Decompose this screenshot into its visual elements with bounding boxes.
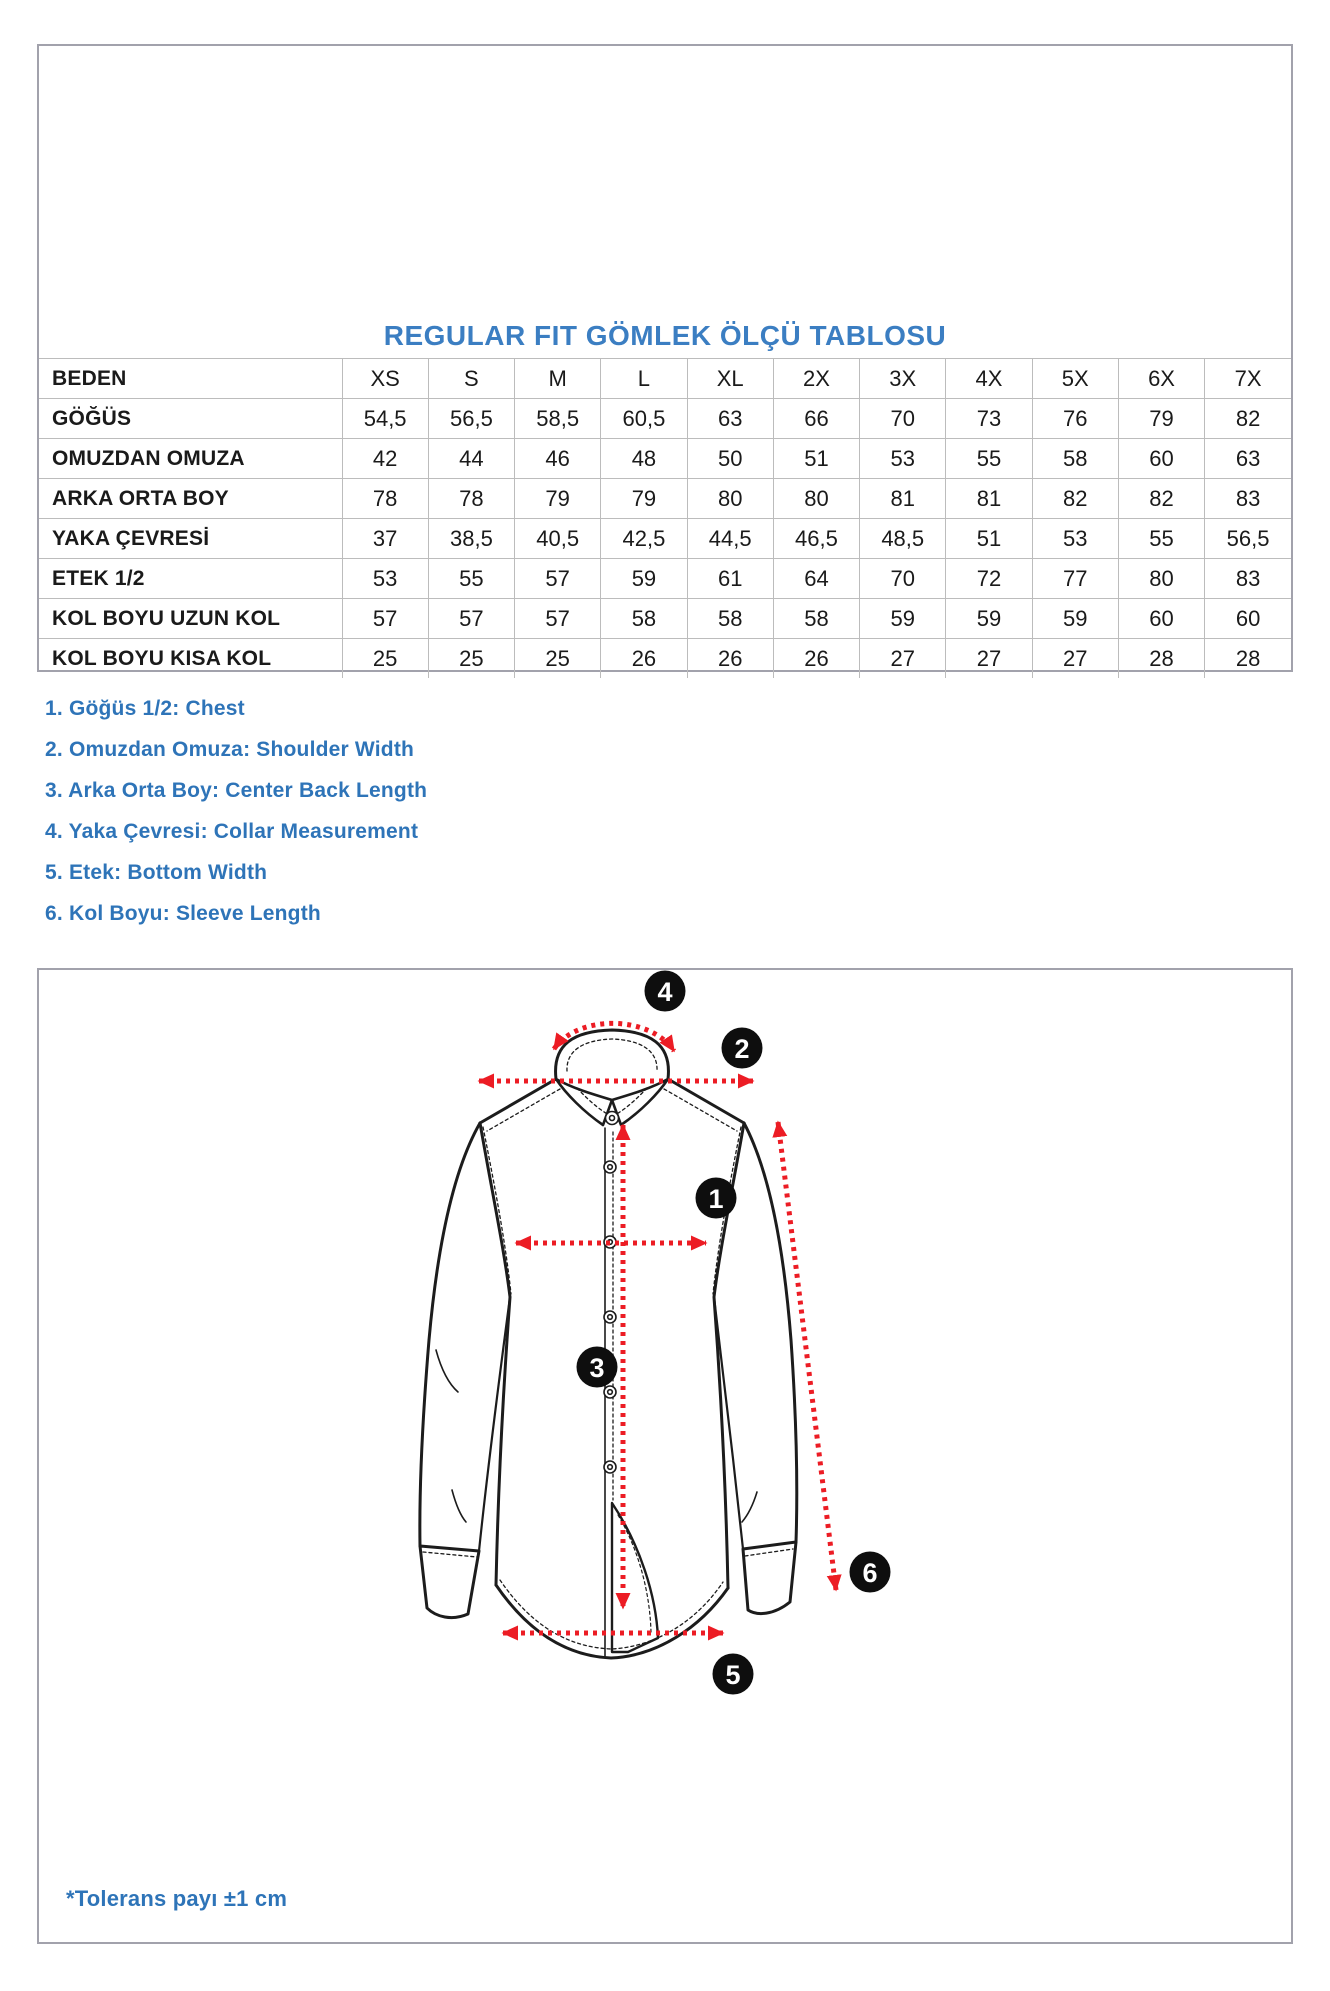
legend-item-5: 5. Etek: Bottom Width xyxy=(45,861,268,884)
measurement-label: ETEK 1/2 xyxy=(39,559,342,599)
measurement-value: 73 xyxy=(946,399,1032,439)
measurement-value: 55 xyxy=(428,559,514,599)
measurement-value: 28 xyxy=(1205,639,1291,679)
measurement-value: 61 xyxy=(687,559,773,599)
measurement-value: 40,5 xyxy=(515,519,601,559)
measurement-value: 42 xyxy=(342,439,428,479)
measurement-legend xyxy=(45,688,427,934)
measurement-label: KOL BOYU KISA KOL xyxy=(39,639,342,679)
measurement-value: 53 xyxy=(342,559,428,599)
legend-item-2: 2. Omuzdan Omuza: Shoulder Width xyxy=(45,738,415,761)
shirt-measurement-diagram xyxy=(390,950,1010,1700)
measurement-value: 27 xyxy=(1032,639,1118,679)
measurement-value: 57 xyxy=(428,599,514,639)
measurement-value: 27 xyxy=(860,639,946,679)
svg-text:6: 6 xyxy=(862,1558,878,1588)
measurement-value: 59 xyxy=(1032,599,1118,639)
table-header-row xyxy=(39,359,1291,399)
sleeve-length-arrow xyxy=(778,1122,836,1590)
table-title-row xyxy=(39,313,1291,359)
measurement-label: YAKA ÇEVRESİ xyxy=(39,519,342,559)
measurement-value: 27 xyxy=(946,639,1032,679)
measurement-value: 83 xyxy=(1205,559,1291,599)
measurement-label: OMUZDAN OMUZA xyxy=(39,439,342,479)
svg-text:5: 5 xyxy=(725,1660,741,1690)
measurement-value: 59 xyxy=(601,559,687,599)
measurement-arrows xyxy=(479,1023,836,1633)
measurement-value: 46 xyxy=(515,439,601,479)
table-row xyxy=(39,599,1291,639)
measurement-value: 59 xyxy=(946,599,1032,639)
shirt-buttons xyxy=(604,1112,619,1474)
svg-text:3: 3 xyxy=(589,1353,605,1383)
measurement-value: 56,5 xyxy=(1205,519,1291,559)
measurement-value: 81 xyxy=(860,479,946,519)
measurement-label: ARKA ORTA BOY xyxy=(39,479,342,519)
measure-marker-1 xyxy=(696,1178,737,1219)
measurement-value: 78 xyxy=(428,479,514,519)
legend-item-4: 4. Yaka Çevresi: Collar Measurement xyxy=(45,820,419,843)
measurement-value: 58 xyxy=(1032,439,1118,479)
measurement-value: 44 xyxy=(428,439,514,479)
measurement-value: 81 xyxy=(946,479,1032,519)
tolerance-footnote: *Tolerans payı ±1 cm xyxy=(66,1886,288,1911)
measurement-label: KOL BOYU UZUN KOL xyxy=(39,599,342,639)
measurement-label: GÖĞÜS xyxy=(39,399,342,439)
size-column-header: S xyxy=(428,359,514,399)
measurement-value: 80 xyxy=(687,479,773,519)
measurement-value: 48 xyxy=(601,439,687,479)
measurement-value: 46,5 xyxy=(773,519,859,559)
measurement-value: 60 xyxy=(1118,599,1204,639)
size-column-header: 6X xyxy=(1118,359,1204,399)
size-column-header: 5X xyxy=(1032,359,1118,399)
measurement-value: 80 xyxy=(1118,559,1204,599)
measurement-value: 63 xyxy=(687,399,773,439)
measurement-value: 79 xyxy=(1118,399,1204,439)
measurement-value: 37 xyxy=(342,519,428,559)
measurement-value: 57 xyxy=(515,559,601,599)
measurement-value: 72 xyxy=(946,559,1032,599)
size-column-header: 2X xyxy=(773,359,859,399)
size-column-header: XL xyxy=(687,359,773,399)
measurement-value: 66 xyxy=(773,399,859,439)
measurement-value: 82 xyxy=(1205,399,1291,439)
size-column-header: 7X xyxy=(1205,359,1291,399)
measurement-value: 60 xyxy=(1205,599,1291,639)
measurement-value: 79 xyxy=(515,479,601,519)
measurement-value: 82 xyxy=(1032,479,1118,519)
measurement-value: 44,5 xyxy=(687,519,773,559)
measurement-value: 59 xyxy=(860,599,946,639)
measure-marker-2 xyxy=(722,1028,763,1069)
measurement-value: 53 xyxy=(860,439,946,479)
measurement-value: 25 xyxy=(342,639,428,679)
measurement-value: 57 xyxy=(515,599,601,639)
legend-item-3: 3. Arka Orta Boy: Center Back Length xyxy=(45,779,428,802)
measurement-value: 55 xyxy=(1118,519,1204,559)
measurement-value: 70 xyxy=(860,399,946,439)
measurement-value: 28 xyxy=(1118,639,1204,679)
measurement-value: 79 xyxy=(601,479,687,519)
table-row xyxy=(39,399,1291,439)
measurement-value: 25 xyxy=(515,639,601,679)
measurement-value: 78 xyxy=(342,479,428,519)
shirt-drawing xyxy=(420,1030,797,1658)
size-column-header: 3X xyxy=(860,359,946,399)
measurement-value: 80 xyxy=(773,479,859,519)
measurement-value: 26 xyxy=(773,639,859,679)
size-column-header: 4X xyxy=(946,359,1032,399)
measurement-value: 83 xyxy=(1205,479,1291,519)
measurement-value: 50 xyxy=(687,439,773,479)
size-column-header: M xyxy=(515,359,601,399)
measurement-value: 58 xyxy=(773,599,859,639)
measure-marker-6 xyxy=(850,1552,891,1593)
measure-marker-3 xyxy=(577,1347,618,1388)
measurement-value: 77 xyxy=(1032,559,1118,599)
measurement-value: 26 xyxy=(687,639,773,679)
table-frame xyxy=(37,44,1293,672)
table-row xyxy=(39,479,1291,519)
measurement-value: 42,5 xyxy=(601,519,687,559)
measurement-value: 54,5 xyxy=(342,399,428,439)
measurement-value: 51 xyxy=(946,519,1032,559)
measurement-value: 58 xyxy=(687,599,773,639)
measurement-value: 58,5 xyxy=(515,399,601,439)
measurement-value: 64 xyxy=(773,559,859,599)
measurement-value: 60,5 xyxy=(601,399,687,439)
measurement-value: 76 xyxy=(1032,399,1118,439)
measurement-value: 48,5 xyxy=(860,519,946,559)
measurement-value: 26 xyxy=(601,639,687,679)
svg-text:1: 1 xyxy=(708,1184,724,1214)
measure-marker-4 xyxy=(645,971,686,1012)
measurement-value: 70 xyxy=(860,559,946,599)
table-row xyxy=(39,439,1291,479)
measurement-value: 38,5 xyxy=(428,519,514,559)
legend-item-6: 6. Kol Boyu: Sleeve Length xyxy=(45,902,321,925)
measurement-value: 58 xyxy=(601,599,687,639)
measurement-value: 60 xyxy=(1118,439,1204,479)
svg-text:4: 4 xyxy=(657,977,673,1007)
table-row xyxy=(39,639,1291,679)
measure-marker-5 xyxy=(713,1654,754,1695)
measurement-value: 82 xyxy=(1118,479,1204,519)
measurement-value: 56,5 xyxy=(428,399,514,439)
measurement-value: 25 xyxy=(428,639,514,679)
measurement-value: 57 xyxy=(342,599,428,639)
table-row xyxy=(39,559,1291,599)
svg-text:2: 2 xyxy=(734,1034,750,1064)
legend-item-1: 1. Göğüs 1/2: Chest xyxy=(45,697,245,720)
measurement-value: 63 xyxy=(1205,439,1291,479)
table-row xyxy=(39,519,1291,559)
measurement-value: 51 xyxy=(773,439,859,479)
table-title: REGULAR FIT GÖMLEK ÖLÇÜ TABLOSU xyxy=(39,313,1291,359)
size-column-header: XS xyxy=(342,359,428,399)
size-table xyxy=(39,313,1291,678)
size-header-label: BEDEN xyxy=(39,359,342,399)
measurement-value: 55 xyxy=(946,439,1032,479)
size-column-header: L xyxy=(601,359,687,399)
measurement-value: 53 xyxy=(1032,519,1118,559)
